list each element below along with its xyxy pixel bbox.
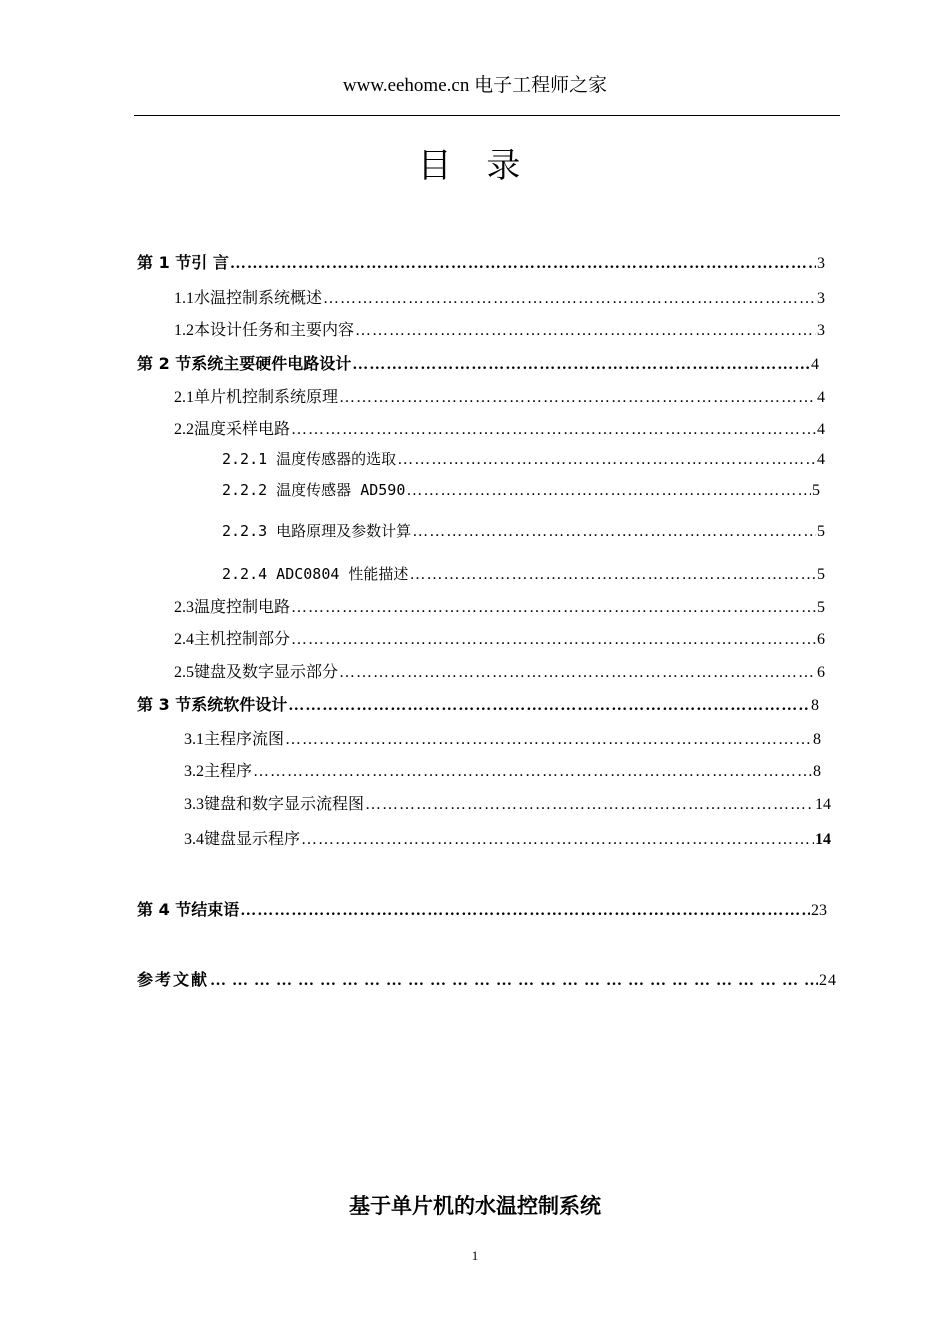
toc-entry-number: 第 1 节 [137, 253, 192, 272]
toc-entry-2-2-3[interactable] [222, 520, 825, 544]
toc-entry-label: 2.2.1 温度传感器的选取 [222, 450, 397, 468]
toc-leader-dots [409, 566, 816, 584]
toc-entry-2-2-4[interactable] [222, 563, 825, 587]
toc-entry-page: 6 [817, 631, 825, 648]
toc-entry-number: 2.4 [174, 631, 194, 648]
toc-leader-dots [210, 972, 818, 990]
toc-leader-dots [339, 389, 816, 407]
toc-entry-page: 4 [817, 451, 825, 468]
toc-entry-page: 8 [813, 731, 821, 748]
toc-entry-label: 2.2.4 ADC0804 性能描述 [222, 565, 409, 583]
document-title: 基于单片机的水温控制系统 [349, 1194, 601, 1218]
toc-leader-dots [291, 599, 816, 617]
toc-leader-dots [397, 451, 816, 469]
toc-entry-number: 2.5 [174, 664, 194, 681]
toc-entry-label: 系统软件设计 [191, 695, 288, 714]
toc-title: 目 录 [417, 146, 533, 186]
toc-entry-page: 24 [819, 972, 837, 989]
toc-entry-2-1[interactable] [174, 384, 825, 408]
toc-entry-2-5[interactable] [174, 659, 825, 683]
toc-entry-label: 主机控制部分 [194, 629, 291, 648]
toc-leader-dots [291, 631, 816, 649]
toc-entry-page: 14 [815, 831, 831, 848]
toc-entry-1-2[interactable] [174, 317, 825, 341]
toc-entry-number: 2.1 [174, 389, 194, 406]
toc-entry-page: 3 [817, 255, 825, 272]
toc-entry-2-4[interactable] [174, 626, 825, 650]
toc-entry-2-2-2[interactable] [222, 479, 820, 503]
toc-entry-page: 8 [813, 763, 821, 780]
toc-entry-2-3[interactable] [174, 594, 825, 618]
toc-entry-page: 5 [812, 482, 820, 499]
toc-entry-section-4[interactable] [137, 897, 827, 921]
toc-entry-label: 2.2.2 温度传感器 AD590 [222, 481, 406, 499]
toc-entry-section-2[interactable] [137, 351, 819, 375]
toc-entry-label: 键盘显示程序 [204, 829, 301, 848]
toc-entry-3-1[interactable] [184, 726, 821, 750]
toc-entry-label: 温度采样电路 [194, 419, 291, 438]
toc-entry-label: 键盘及数字显示部分 [194, 662, 339, 681]
toc-leader-dots [230, 255, 816, 273]
toc-entry-page: 23 [811, 902, 827, 919]
toc-entry-number: 3.2 [184, 763, 204, 780]
page-header: www.eehome.cn 电子工程师之家 [342, 75, 608, 96]
toc-leader-dots [288, 697, 810, 715]
toc-entry-page: 5 [817, 566, 825, 583]
toc-entry-number: 1.2 [174, 322, 194, 339]
toc-entry-number: 3.1 [184, 731, 204, 748]
toc-entry-3-2[interactable] [184, 758, 821, 782]
toc-leader-dots [365, 796, 814, 814]
header-divider [134, 115, 840, 116]
toc-leader-dots [291, 421, 816, 439]
toc-entry-1-1[interactable] [174, 285, 825, 309]
toc-entry-number: 3.3 [184, 796, 204, 813]
toc-entry-label: 参考文献 [137, 970, 210, 989]
toc-entry-page: 6 [817, 664, 825, 681]
toc-leader-dots [253, 763, 812, 781]
toc-leader-dots [355, 322, 816, 340]
toc-leader-dots [352, 356, 810, 374]
toc-entry-section-1[interactable] [137, 250, 825, 274]
toc-entry-page: 8 [811, 697, 819, 714]
toc-entry-label: 系统主要硬件电路设计 [191, 354, 352, 373]
toc-leader-dots [240, 902, 810, 920]
toc-entry-number: 第 4 节 [137, 900, 192, 919]
toc-entry-label: 键盘和数字显示流程图 [204, 794, 365, 813]
toc-entry-number: 第 3 节 [137, 695, 192, 714]
toc-leader-dots [412, 523, 816, 541]
toc-entry-label: 主程序 [204, 761, 253, 780]
toc-entry-page: 4 [811, 356, 819, 373]
toc-entry-label: 温度控制电路 [194, 597, 291, 616]
toc-entry-label: 引 言 [191, 253, 229, 272]
toc-entry-page: 3 [817, 322, 825, 339]
toc-entry-references[interactable] [137, 967, 837, 991]
toc-entry-number: 1.1 [174, 290, 194, 307]
toc-entry-3-3[interactable] [184, 791, 831, 815]
toc-leader-dots [323, 290, 816, 308]
toc-entry-number: 3.4 [184, 831, 204, 848]
toc-entry-section-3[interactable] [137, 692, 819, 716]
toc-entry-2-2-1[interactable] [222, 448, 825, 472]
toc-entry-label: 水温控制系统概述 [194, 288, 323, 307]
toc-entry-page: 4 [817, 389, 825, 406]
toc-entry-page: 5 [817, 599, 825, 616]
toc-entry-page: 4 [817, 421, 825, 438]
page-number: 1 [471, 1248, 479, 1263]
toc-entry-page: 3 [817, 290, 825, 307]
toc-leader-dots [285, 731, 812, 749]
toc-entry-number: 2.2 [174, 421, 194, 438]
toc-entry-label: 2.2.3 电路原理及参数计算 [222, 522, 412, 540]
toc-entry-number: 2.3 [174, 599, 194, 616]
toc-entry-label: 主程序流图 [204, 729, 285, 748]
toc-entry-2-2[interactable] [174, 416, 825, 440]
toc-leader-dots [301, 831, 814, 849]
toc-entry-3-4[interactable] [184, 826, 831, 850]
toc-leader-dots [339, 664, 816, 682]
toc-entry-number: 第 2 节 [137, 354, 192, 373]
toc-entry-label: 结束语 [191, 900, 240, 919]
toc-entry-page: 14 [815, 796, 831, 813]
toc-leader-dots [406, 482, 811, 500]
toc-entry-label: 本设计任务和主要内容 [194, 320, 355, 339]
toc-entry-label: 单片机控制系统原理 [194, 387, 339, 406]
toc-entry-page: 5 [817, 523, 825, 540]
